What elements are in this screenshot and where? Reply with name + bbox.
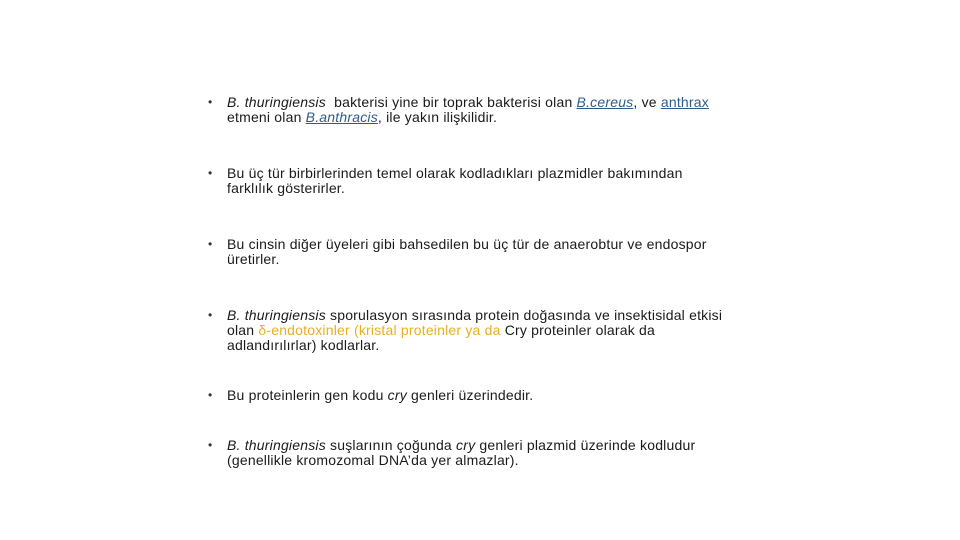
text: etmeni olan <box>227 94 714 125</box>
bullet-dot: • <box>208 166 213 180</box>
bullet-dot: • <box>208 95 213 109</box>
text: , ve <box>633 94 661 110</box>
bullet-dot: • <box>208 237 213 251</box>
bullet-item-1 <box>208 95 728 125</box>
species-name: B. thuringiensis <box>227 307 326 323</box>
text: Cry proteinler olarak da adlandırılırlar) kodlarlar. <box>227 322 655 353</box>
text: genleri plazmid üzerinde kodludur (genellikle kromozomal DNA’da yer almazlar). <box>227 437 700 468</box>
gene-name-cry: cry <box>387 387 407 403</box>
bullet-dot: • <box>208 308 213 322</box>
text: , ile yakın ilişkilidir. <box>377 109 498 125</box>
species-link-cereus[interactable]: B.cereus <box>576 94 634 110</box>
link-anthrax[interactable]: anthrax <box>660 94 709 110</box>
text: Bu üç tür birbirlerinden temel olarak kodladıkları plazmidler bakımından farklılık gösterirler. <box>227 165 683 196</box>
text: suşlarının çoğunda <box>325 437 457 453</box>
text: bakterisi yine bir toprak bakterisi olan <box>325 94 577 110</box>
bullet-list <box>208 95 728 468</box>
species-link-anthracis[interactable]: B.anthracis <box>305 109 378 125</box>
bullet-item-6 <box>208 438 728 468</box>
bullet-dot: • <box>208 438 213 452</box>
bullet-item-5 <box>208 388 728 403</box>
highlight-delta-endotoxin: δ-endotoxinler (kristal proteinler ya da <box>258 322 505 338</box>
text: sporulasyon sırasında protein doğasında ve insektisidal etkisi olan <box>227 307 727 338</box>
bullet-item-4 <box>208 308 728 353</box>
species-name: B. thuringiensis <box>227 94 326 110</box>
text: Bu proteinlerin gen kodu <box>227 387 388 403</box>
text: genleri üzerindedir. <box>406 387 534 403</box>
gene-name-cry: cry <box>456 437 476 453</box>
bullet-item-3 <box>208 237 728 267</box>
text: Bu cinsin diğer üyeleri gibi bahsedilen bu üç tür de anaerobtur ve endospor üretirler. <box>227 236 707 267</box>
bullet-item-2 <box>208 166 728 196</box>
bullet-dot: • <box>208 388 213 402</box>
species-name: B. thuringiensis <box>227 437 326 453</box>
